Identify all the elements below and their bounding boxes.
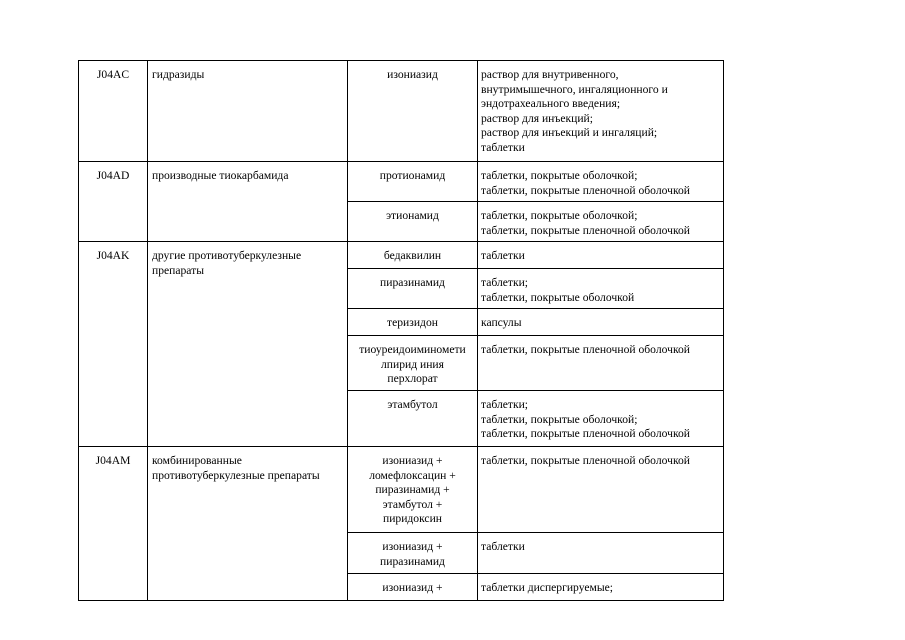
dosage-form-line: таблетки (481, 249, 525, 262)
dosage-form-cell (478, 574, 724, 601)
dosage-form-line: раствор для внутривенного, (481, 68, 619, 81)
drug-name-cell (348, 269, 478, 309)
drug-name-line: теризидон (387, 316, 438, 329)
dosage-form-cell (478, 391, 724, 447)
atc-code-cell (79, 162, 148, 242)
atc-code: J04AM (95, 454, 131, 467)
drug-name-line: изониазид (387, 68, 438, 81)
dosage-form-line: раствор для инъекций и ингаляций; (481, 126, 658, 139)
atc-code-cell (79, 447, 148, 601)
dosage-form-line: таблетки, покрытые пленочной оболочкой (481, 343, 690, 356)
dosage-form-cell (478, 242, 724, 269)
drug-name-cell (348, 447, 478, 533)
drug-name-line: изониазид + (382, 581, 443, 594)
dosage-form-line: эндотрахеального введения; (481, 97, 621, 110)
table-row (79, 242, 724, 269)
drug-name-line: изониазид + (382, 540, 443, 553)
drug-group-name: другие противотуберкулезные препараты (152, 249, 302, 277)
drug-name-line: лпирид иния (381, 357, 444, 371)
dosage-form-cell (478, 309, 724, 336)
dosage-form-cell (478, 61, 724, 162)
dosage-form-line: внутримышечного, ингаляционного и (481, 82, 668, 96)
dosage-form-line: раствор для инъекций; (481, 111, 593, 125)
drug-name-line: ломефлоксацин + (369, 468, 456, 482)
drug-group-cell (148, 162, 348, 242)
dosage-form-line: таблетки (481, 140, 525, 154)
drug-name-cell (348, 336, 478, 391)
dosage-form-cell (478, 533, 724, 574)
table-row (79, 162, 724, 202)
dosage-form-line: таблетки, покрытые оболочкой (481, 290, 635, 304)
dosage-form-cell (478, 336, 724, 391)
dosage-form-line: капсулы (481, 316, 522, 329)
atc-code: J04AK (96, 249, 130, 262)
dosage-form-line: таблетки (481, 540, 525, 553)
atc-code: J04AC (96, 68, 130, 81)
drug-name-cell (348, 309, 478, 336)
drug-name-line: бедаквилин (383, 249, 442, 262)
drug-name-line: пиразинамид + (375, 483, 450, 496)
dosage-form-cell (478, 269, 724, 309)
drug-name-cell (348, 391, 478, 447)
drug-name-cell (348, 574, 478, 601)
drug-name-line: перхлорат (387, 372, 438, 385)
drug-name-line: этионамид (386, 209, 439, 222)
drug-name-line: изониазид + (382, 454, 443, 467)
dosage-form-line: таблетки диспергируемые; (481, 581, 613, 594)
dosage-form-line: таблетки, покрытые пленочной оболочкой (481, 427, 690, 440)
drug-group-name: производные тиокарбамида (152, 169, 289, 182)
dosage-form-line: таблетки, покрытые пленочной оболочкой (481, 223, 690, 237)
dosage-form-cell (478, 162, 724, 202)
dosage-form-line: таблетки; (481, 276, 529, 289)
atc-code: J04AD (96, 169, 130, 182)
drug-group-name: гидразиды (152, 68, 205, 81)
drug-name-line: протионамид (379, 169, 446, 182)
drug-name-line: тиоуреидоиминомети (359, 343, 466, 356)
dosage-form-line: таблетки; (481, 398, 529, 411)
drug-name-line: этамбутол + (382, 497, 443, 511)
drug-name-line: пиридоксин (382, 512, 442, 525)
drug-group-cell (148, 61, 348, 162)
drug-group-name: комбинированные противотуберкулезные препараты (152, 454, 320, 482)
drug-group-cell (148, 242, 348, 447)
table-row (79, 61, 724, 162)
table-body (79, 61, 724, 601)
drug-name-cell (348, 61, 478, 162)
drug-name-cell (348, 162, 478, 202)
dosage-form-cell (478, 202, 724, 242)
drug-name-line: этамбутол (387, 398, 438, 411)
dosage-form-line: таблетки, покрытые оболочкой; (481, 412, 638, 426)
dosage-form-line: таблетки, покрытые оболочкой; (481, 169, 638, 182)
drug-name-cell (348, 242, 478, 269)
drug-name-cell (348, 202, 478, 242)
drug-name-cell (348, 533, 478, 574)
dosage-form-cell (478, 447, 724, 533)
drug-name-line: пиразинамид (380, 554, 445, 568)
drug-group-cell (148, 447, 348, 601)
drug-classification-table (78, 60, 724, 601)
dosage-form-line: таблетки, покрытые оболочкой; (481, 209, 638, 222)
atc-code-cell (79, 242, 148, 447)
dosage-form-line: таблетки, покрытые пленочной оболочкой (481, 454, 690, 467)
atc-code-cell (79, 61, 148, 162)
drug-name-line: пиразинамид (380, 276, 445, 289)
table-row (79, 447, 724, 533)
dosage-form-line: таблетки, покрытые пленочной оболочкой (481, 183, 690, 197)
